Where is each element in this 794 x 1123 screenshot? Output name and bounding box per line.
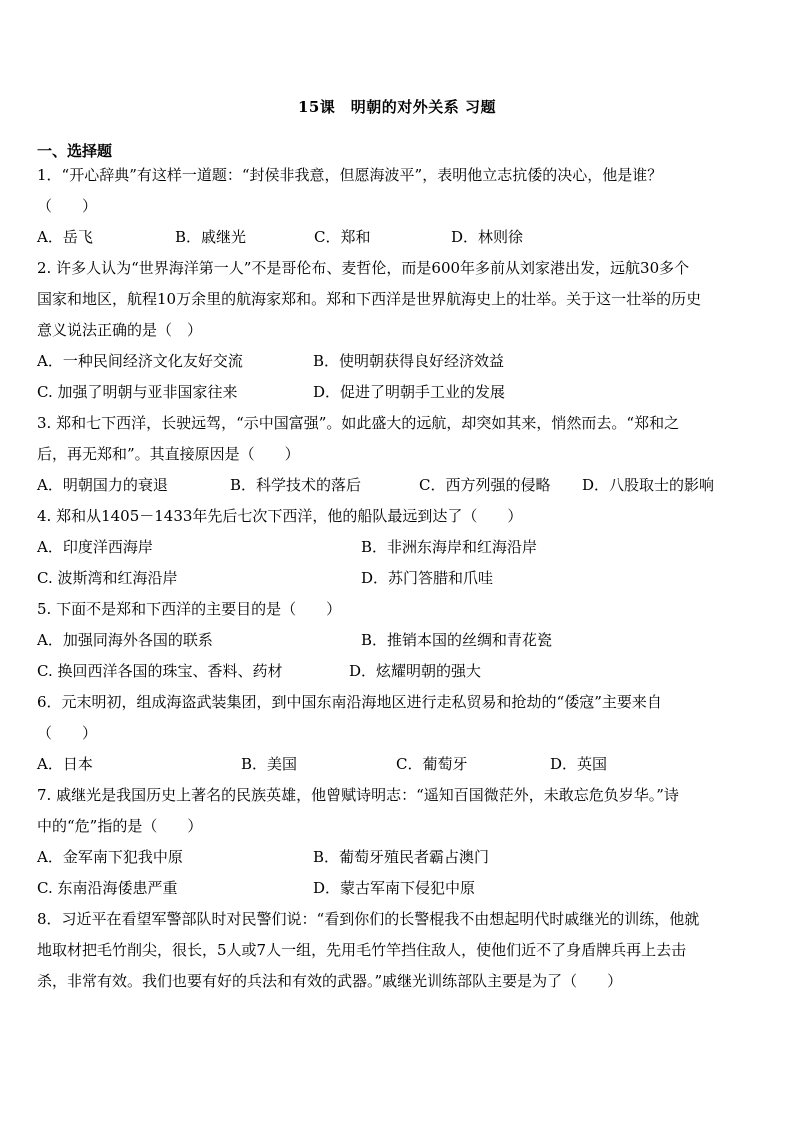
option-row bbox=[37, 873, 759, 904]
option-a: A．金军南下犯我中原 bbox=[37, 848, 183, 866]
option-c: C. 东南沿海倭患严重 bbox=[37, 879, 178, 897]
question-5 bbox=[37, 594, 759, 687]
option-b: B．推销本国的丝绸和青花瓷 bbox=[361, 631, 553, 649]
question-text-line: （ ） bbox=[37, 724, 98, 742]
question-text-line: 地取材把毛竹削尖，很长，5人或7人一组，先用毛竹竿挡住敌人，使他们近不了身盾牌兵再上去击 bbox=[37, 941, 687, 959]
option-b: B．戚继光 bbox=[175, 228, 247, 246]
option-d: D．炫耀明朝的强大 bbox=[349, 662, 482, 680]
question-text-line: 2. 许多人认为“世界海洋第一人”不是哥伦布、麦哲伦，而是600年多前从刘家港出发，远航30多个 bbox=[37, 259, 690, 277]
question-text-line: 7. 戚继光是我国历史上著名的民族英雄，他曾赋诗明志：“遥知百国微茫外，未敢忘危负岁华。”诗 bbox=[37, 786, 679, 804]
question-text-line: 3. 郑和七下西洋，长驶远驾，“示中国富强”。如此盛大的远航，却突如其来，悄然而去。“郑和之 bbox=[37, 414, 680, 432]
section-heading: 一、选择题 bbox=[37, 142, 113, 160]
question-text-line: 5. 下面不是郑和下西洋的主要目的是（ ） bbox=[37, 600, 342, 618]
option-d: D．促进了明朝手工业的发展 bbox=[313, 383, 506, 401]
question-text-line: （ ） bbox=[37, 197, 98, 215]
question-6 bbox=[37, 687, 759, 780]
question-text-line: 6．元末明初，组成海盗武装集团，到中国东南沿海地区进行走私贸易和抢劫的“倭寇”主要来自 bbox=[37, 693, 662, 711]
option-d: D．林则徐 bbox=[451, 228, 524, 246]
question-text-line: 国家和地区，航程10万余里的航海家郑和。郑和下西洋是世界航海史上的壮举。关于这一壮举的历史 bbox=[37, 290, 702, 308]
option-row bbox=[37, 842, 759, 873]
option-row bbox=[37, 346, 759, 377]
option-c: C. 波斯湾和红海沿岸 bbox=[37, 569, 178, 587]
option-b: B．科学技术的落后 bbox=[230, 476, 362, 494]
question-text-line: 中的“危”指的是（ ） bbox=[37, 817, 203, 835]
option-d: D．英国 bbox=[550, 755, 608, 773]
option-b: B．非洲东海岸和红海沿岸 bbox=[361, 538, 538, 556]
question-text-line: 杀，非常有效。我们也要有好的兵法和有效的武器。”戚继光训练部队主要是为了（ ） bbox=[37, 972, 623, 990]
option-a: A．岳飞 bbox=[37, 228, 93, 246]
question-3 bbox=[37, 408, 759, 501]
question-text-line: 8．习近平在看望军警部队时对民警们说：“看到你们的长警棍我不由想起明代时戚继光的训练，他就 bbox=[37, 910, 700, 928]
question-text-line: 意义说法正确的是（ ） bbox=[37, 321, 203, 339]
question-list bbox=[37, 160, 759, 997]
question-text-line: 1．“开心辞典”有这样一道题：“封侯非我意，但愿海波平”，表明他立志抗倭的决心，他是谁？ bbox=[37, 166, 663, 184]
question-8 bbox=[37, 904, 759, 997]
option-d: D．蒙古军南下侵犯中原 bbox=[313, 879, 476, 897]
option-c: C．郑和 bbox=[314, 228, 371, 246]
option-c: C. 换回西洋各国的珠宝、香料、药材 bbox=[37, 662, 283, 680]
option-row bbox=[37, 563, 759, 594]
option-d: D．八股取士的影响 bbox=[582, 476, 715, 494]
question-text-line: 后，再无郑和”。其直接原因是（ ） bbox=[37, 445, 300, 463]
option-c: C. 加强了明朝与亚非国家往来 bbox=[37, 383, 238, 401]
option-row bbox=[37, 532, 759, 563]
option-a: A．加强同海外各国的联系 bbox=[37, 631, 213, 649]
option-row bbox=[37, 625, 759, 656]
option-c: C．葡萄牙 bbox=[396, 755, 468, 773]
option-a: A．日本 bbox=[37, 755, 93, 773]
question-7 bbox=[37, 780, 759, 904]
option-a: A．明朝国力的衰退 bbox=[37, 476, 168, 494]
question-2 bbox=[37, 253, 759, 408]
option-b: B．使明朝获得良好经济效益 bbox=[313, 352, 505, 370]
option-d: D．苏门答腊和爪哇 bbox=[361, 569, 494, 587]
question-4 bbox=[37, 501, 759, 594]
option-a: A．印度洋西海岸 bbox=[37, 538, 153, 556]
option-row bbox=[37, 222, 759, 253]
option-b: B．葡萄牙殖民者霸占澳门 bbox=[313, 848, 490, 866]
option-row bbox=[37, 377, 759, 408]
option-a: A．一种民间经济文化友好交流 bbox=[37, 352, 243, 370]
question-text-line: 4. 郑和从1405－1433年先后七次下西洋，他的船队最远到达了（ ） bbox=[37, 507, 523, 525]
option-row bbox=[37, 470, 759, 501]
option-row bbox=[37, 656, 759, 687]
page-title: 15课 明朝的对外关系 习题 bbox=[297, 98, 497, 116]
option-b: B．美国 bbox=[241, 755, 298, 773]
question-1 bbox=[37, 160, 759, 253]
option-c: C．西方列强的侵略 bbox=[419, 476, 551, 494]
option-row bbox=[37, 749, 759, 780]
